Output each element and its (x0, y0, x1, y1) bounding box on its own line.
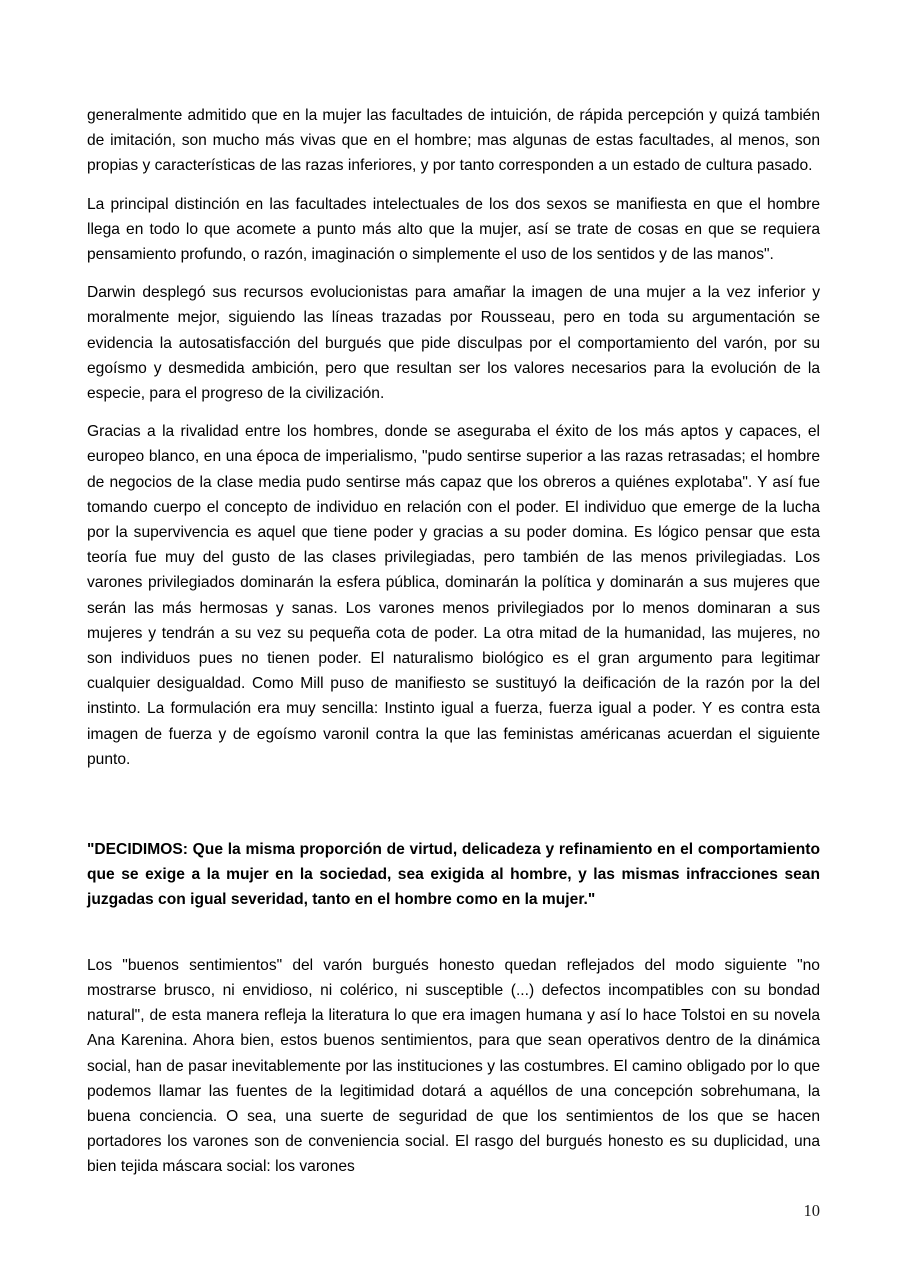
document-text-body (87, 103, 820, 1180)
paragraph-buenos-sentimientos: Los "buenos sentimientos" del varón burgués honesto quedan reflejados del modo siguiente "no mostrarse brusco, ni envidioso, ni colérico, ni susceptible (...) defectos incompatibles con su bondad natural", de esta manera refleja la literatura lo que era imagen humana y así lo hace Tolstoi en su novela Ana Karenina. Ahora bien, estos buenos sentimientos, para que sean operativos dentro de la dinámica social, han de pasar inevitablemente por las instituciones y las costumbres. El camino obligado por lo que podemos llamar las fuentes de la legitimidad dotará a aquéllos de una concepción sobrehumana, la buena conciencia. O sea, una suerte de seguridad de que los sentimientos de los que se hacen portadores los varones son de conveniencia social. El rasgo del burgués honesto es su duplicidad, una bien tejida máscara social: los varones (87, 956, 820, 1176)
paragraph-principal-distincion: La principal distinción en las facultades intelectuales de los dos sexos se manifiesta en que el hombre llega en todo lo que acomete a punto más alto que la mujer, así se trate de cosas en que se requiera pensamiento profundo, o razón, imaginación o simplemente el uso de los sentidos y de las manos". (87, 195, 820, 264)
page-number: 10 (803, 1201, 820, 1220)
paragraph-decidimos-resolution: "DECIDIMOS: Que la misma proporción de virtud, delicadeza y refinamiento en el comportamiento que se exige a la mujer en la sociedad, sea exigida al hombre, y las mismas infracciones sean juzgadas con igual severidad, tanto en el hombre como en la mujer." (87, 841, 820, 909)
section-spacer (87, 785, 820, 837)
paragraph-darwin-desplego: Darwin desplegó sus recursos evolucionistas para amañar la imagen de una mujer a la vez inferior y moralmente mejor, siguiendo las líneas trazadas por Rousseau, pero en toda su argumentación se evidencia la autosatisfacción del burgués que pide disculpas por el comportamiento del varón, por su egoísmo y desmedida ambición, pero que resultan ser los valores necesarios para la evolución de la especie, para el progreso de la civilización. (87, 284, 820, 403)
paragraph-darwin-faculties: generalmente admitido que en la mujer las facultades de intuición, de rápida percepción y quizá también de imitación, son mucho más vivas que en el hombre; mas algunas de estas facultades, al menos, son propias y características de las razas inferiores, y por tanto corresponden a un estado de cultura pasado. (87, 107, 820, 175)
post-resolution-spacer (87, 926, 820, 953)
paragraph-gracias-rivalidad: Gracias a la rivalidad entre los hombres, donde se aseguraba el éxito de los más aptos y capaces, el europeo blanco, en una época de imperialismo, "pudo sentirse superior a las razas retrasadas; el hombre de negocios de la clase media pudo sentirse más capaz que los obreros a quiénes explotaba". Y así fue tomando cuerpo el concepto de individuo en relación con el poder. El individuo que emerge de la lucha por la supervivencia es aquel que tiene poder y gracias a su poder domina. Es lógico pensar que esta teoría fue muy del gusto de las clases privilegiadas, pero también de las menos privilegiadas. Los varones privilegiados dominarán la esfera pública, dominarán la política y dominarán a sus mujeres que serán las más hermosas y sanas. Los varones menos privilegiados por lo menos dominaran a sus mujeres y tendrán a su vez su pequeña cota de poder. La otra mitad de la humanidad, las mujeres, no son individuos pues no tienen poder. El naturalismo biológico es el gran argumento para legitimar cualquier desigualdad. Como Mill puso de manifiesto se sustituyó la deificación de la razón por la del instinto. La formulación era muy sencilla: Instinto igual a fuerza, fuerza igual a poder. Y es contra esta imagen de fuerza y de egoísmo varonil contra la que las feministas américanas acuerdan el siguiente punto. (87, 423, 820, 768)
